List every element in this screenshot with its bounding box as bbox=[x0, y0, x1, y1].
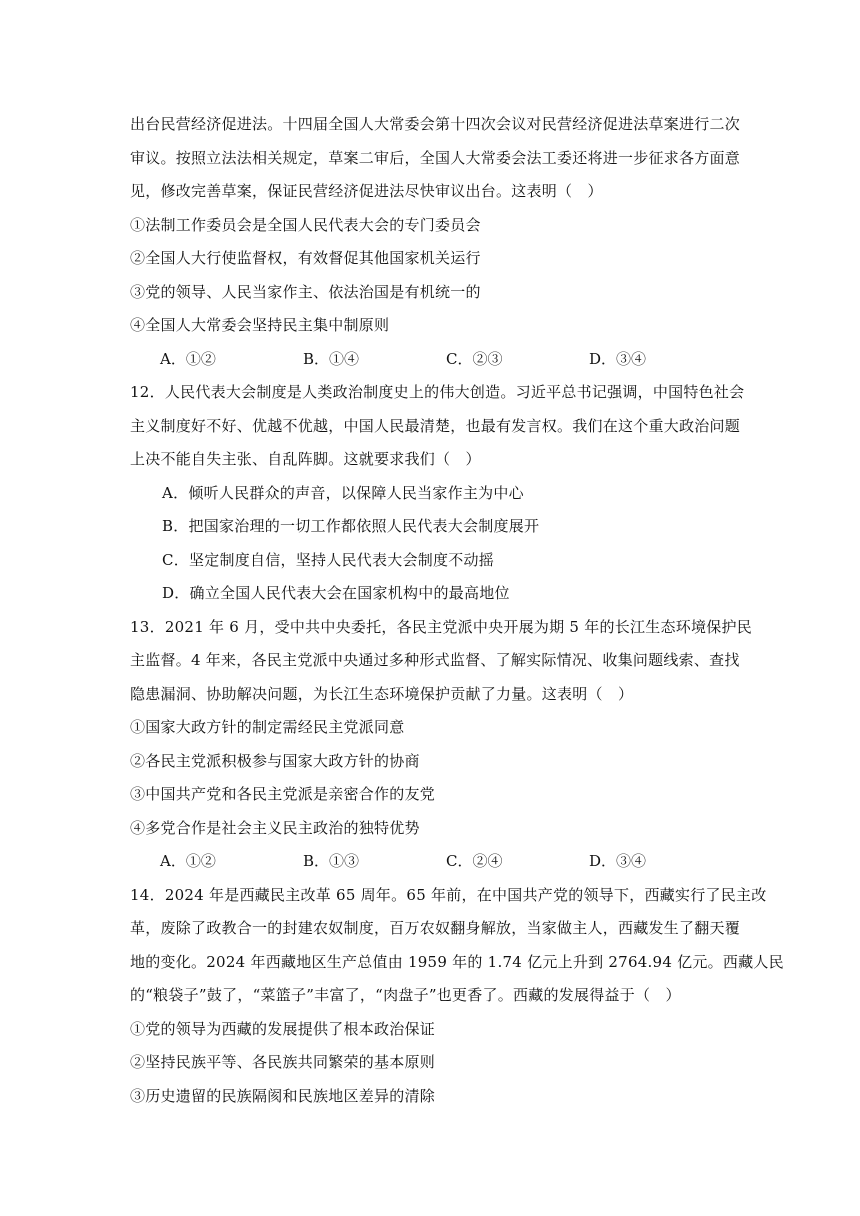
exam-content bbox=[130, 108, 784, 1113]
question-13 bbox=[130, 611, 752, 879]
q13-statement: ①国家大政方针的制定需经民主党派同意 bbox=[130, 718, 405, 736]
q13-statement: ④多党合作是社会主义民主政治的独特优势 bbox=[130, 818, 420, 837]
q13-option-a: A．①② bbox=[160, 852, 216, 870]
q12-stem-line: 12．人民代表大会制度是人类政治制度史上的伟大创造。习近平总书记强调，中国特色社会 bbox=[130, 383, 745, 401]
q11-stem-line: 见，修改完善草案，保证民营经济促进法尽快审议出台。这表明（ ） bbox=[130, 182, 603, 200]
q11-option-a: A．①② bbox=[160, 349, 216, 368]
q12-option-b: B．把国家治理的一切工作都依照人民代表大会制度展开 bbox=[162, 517, 540, 535]
q11-statement: ④全国人大常委会坚持民主集中制原则 bbox=[130, 316, 390, 334]
q13-stem-line: 隐患漏洞、协助解决问题，为长江生态环境保护贡献了力量。这表明（ ） bbox=[130, 684, 634, 703]
q11-stem-line: 审议。按照立法法相关规定，草案二审后，全国人大常委会法工委还将进一步征求各方面意 bbox=[130, 148, 741, 167]
q14-stem-line: 地的变化。2024 年西藏地区生产总值由 1959 年的 1.74 亿元上升到 2764.94 亿元。西藏人民 bbox=[130, 952, 784, 971]
q13-stem-line: 主监督。4 年来，各民主党派中央通过多种形式监督、了解实际情况、收集问题线索、查找 bbox=[130, 651, 740, 669]
q11-statement: ①法制工作委员会是全国人民代表大会的专门委员会 bbox=[130, 215, 481, 234]
q13-option-d: D．③④ bbox=[589, 852, 647, 870]
q13-option-b: B．①③ bbox=[303, 852, 360, 870]
q13-stem-line: 13．2021 年 6 月，受中共中央委托，各民主党派中央开展为期 5 年的长江生态环境保护民 bbox=[130, 617, 752, 636]
q14-stem-line: 革，废除了政教合一的封建农奴制度，百万农奴翻身解放，当家做主人，西藏发生了翻天覆 bbox=[130, 919, 741, 937]
q13-statement: ③中国共产党和各民主党派是亲密合作的友党 bbox=[130, 785, 436, 803]
q11-stem-line: 出台民营经济促进法。十四届全国人大常委会第十四次会议对民营经济促进法草案进行二次 bbox=[130, 115, 741, 133]
q12-stem-line: 主义制度好不好、优越不优越，中国人民最清楚，也最有发言权。我们在这个重大政治问题 bbox=[130, 416, 741, 435]
q11-option-d: D．③④ bbox=[589, 349, 647, 368]
q11-option-c: C．②③ bbox=[446, 349, 503, 368]
q13-option-c: C．②④ bbox=[446, 852, 503, 870]
q12-stem-line: 上决不能自失主张、自乱阵脚。这就要求我们（ ） bbox=[130, 450, 481, 468]
q11-statement: ②全国人大行使监督权，有效督促其他国家机关运行 bbox=[130, 249, 481, 267]
question-12 bbox=[130, 376, 745, 611]
q13-statement: ②各民主党派积极参与国家大政方针的协商 bbox=[130, 751, 420, 770]
q13-options bbox=[130, 845, 732, 879]
question-14 bbox=[130, 879, 784, 1114]
q12-option-a: A．倾听人民群众的声音，以保障人民当家作主为中心 bbox=[162, 483, 524, 502]
q14-statement: ②坚持民族平等、各民族共同繁荣的基本原则 bbox=[130, 1053, 436, 1071]
q14-stem-line: 14．2024 年是西藏民主改革 65 周年。65 年前，在中国共产党的领导下，西藏实行了民主改 bbox=[130, 885, 767, 904]
q12-option-d: D．确立全国人民代表大会在国家机构中的最高地位 bbox=[162, 584, 510, 602]
q12-option-c: C．坚定制度自信，坚持人民代表大会制度不动摇 bbox=[162, 550, 494, 569]
q11-options bbox=[130, 343, 732, 377]
q11-statement: ③党的领导、人民当家作主、依法治国是有机统一的 bbox=[130, 282, 481, 301]
question-11 bbox=[130, 108, 741, 376]
q14-statement: ①党的领导为西藏的发展提供了根本政治保证 bbox=[130, 1019, 436, 1038]
q14-statement: ③历史遗留的民族隔阂和民族地区差异的清除 bbox=[130, 1086, 436, 1105]
q14-stem-line: 的“粮袋子”鼓了，“菜篮子”丰富了，“肉盘子”也更香了。西藏的发展得益于（ ） bbox=[130, 986, 681, 1004]
q11-option-b: B．①④ bbox=[303, 349, 360, 368]
